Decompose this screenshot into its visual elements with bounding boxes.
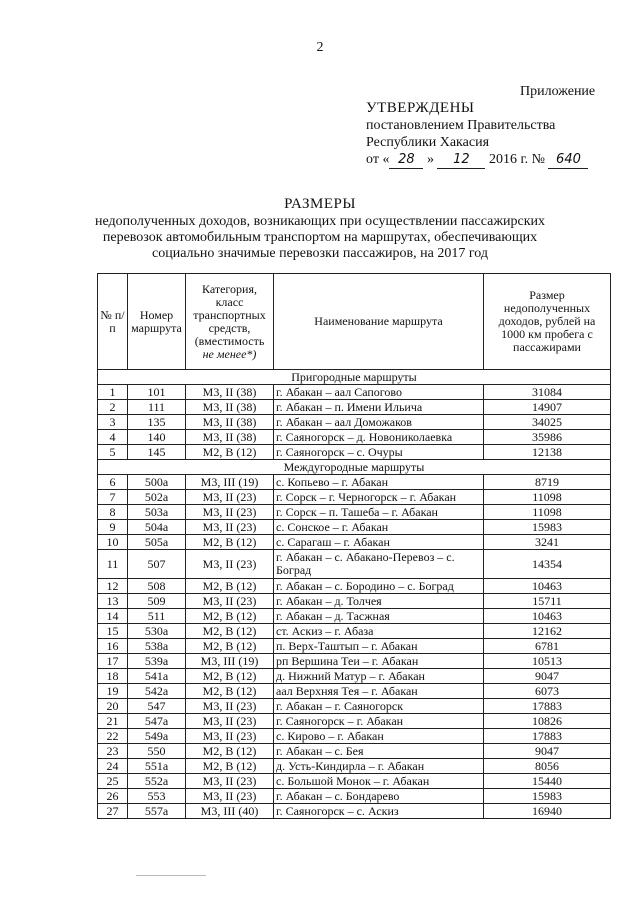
cell-amount: 16940 bbox=[484, 804, 611, 819]
header-amount: Размер недополученных доходов, рублей на 1000 км пробега с пассажирами bbox=[484, 274, 611, 370]
cell-category: М2, В (12) bbox=[186, 639, 274, 654]
header-category-note: не менее*) bbox=[202, 346, 257, 361]
cell-name: г. Абакан – с. Бея bbox=[274, 744, 484, 759]
cell-category: М3, II (23) bbox=[186, 789, 274, 804]
decree-number: 640 bbox=[548, 151, 588, 169]
cell-num: 12 bbox=[98, 579, 128, 594]
cell-name: рп Вершина Теи – г. Абакан bbox=[274, 654, 484, 669]
table-row bbox=[98, 579, 611, 594]
cell-amount: 17883 bbox=[484, 699, 611, 714]
cell-name: г. Абакан – д. Толчея bbox=[274, 594, 484, 609]
cell-category: М2, В (12) bbox=[186, 624, 274, 639]
cell-name: с. Кирово – г. Абакан bbox=[274, 729, 484, 744]
cell-name: г. Саяногорск – г. Абакан bbox=[274, 714, 484, 729]
cell-category: М3, II (23) bbox=[186, 714, 274, 729]
table-row bbox=[98, 729, 611, 744]
cell-amount: 15711 bbox=[484, 594, 611, 609]
table-row bbox=[98, 789, 611, 804]
header-num: № п/п bbox=[98, 274, 128, 370]
cell-amount: 14354 bbox=[484, 550, 611, 579]
cell-route: 511 bbox=[128, 609, 186, 624]
cell-route: 111 bbox=[128, 400, 186, 415]
cell-amount: 11098 bbox=[484, 505, 611, 520]
cell-category: М3, III (19) bbox=[186, 654, 274, 669]
table-row bbox=[98, 774, 611, 789]
table-row bbox=[98, 609, 611, 624]
cell-route: 509 bbox=[128, 594, 186, 609]
cell-amount: 10513 bbox=[484, 654, 611, 669]
header-category-main: Категория, класс транспортных средств, (вместимость bbox=[193, 281, 266, 348]
table-row bbox=[98, 490, 611, 505]
cell-route: 538а bbox=[128, 639, 186, 654]
cell-category: М3, II (38) bbox=[186, 415, 274, 430]
cell-amount: 6781 bbox=[484, 639, 611, 654]
cell-category: М2, В (12) bbox=[186, 535, 274, 550]
cell-category: М3, II (38) bbox=[186, 400, 274, 415]
cell-category: М3, III (40) bbox=[186, 804, 274, 819]
cell-category: М3, II (23) bbox=[186, 774, 274, 789]
cell-name: г. Абакан – с. Бородино – с. Боград bbox=[274, 579, 484, 594]
cell-name: с. Сарагаш – г. Абакан bbox=[274, 535, 484, 550]
table-row bbox=[98, 400, 611, 415]
cell-amount: 15983 bbox=[484, 789, 611, 804]
cell-category: М2, В (12) bbox=[186, 759, 274, 774]
date-year: 2016 г. № bbox=[488, 152, 545, 167]
cell-name: д. Усть-Киндирла – г. Абакан bbox=[274, 759, 484, 774]
cell-num: 10 bbox=[98, 535, 128, 550]
cell-name: с. Большой Монок – г. Абакан bbox=[274, 774, 484, 789]
table-row bbox=[98, 744, 611, 759]
cell-amount: 15440 bbox=[484, 774, 611, 789]
table-row bbox=[98, 415, 611, 430]
approved-line-1: постановлением Правительства bbox=[366, 118, 556, 133]
cell-route: 140 bbox=[128, 430, 186, 445]
cell-route: 552а bbox=[128, 774, 186, 789]
cell-name: ст. Аскиз – г. Абаза bbox=[274, 624, 484, 639]
cell-num: 26 bbox=[98, 789, 128, 804]
cell-amount: 3241 bbox=[484, 535, 611, 550]
footnote-divider bbox=[136, 875, 206, 876]
table-row bbox=[98, 520, 611, 535]
cell-route: 145 bbox=[128, 445, 186, 460]
date-prefix: от bbox=[366, 152, 379, 167]
cell-category: М2, В (12) bbox=[186, 609, 274, 624]
cell-num: 13 bbox=[98, 594, 128, 609]
cell-num: 14 bbox=[98, 609, 128, 624]
appendix-label: Приложение bbox=[520, 84, 596, 99]
table-row bbox=[98, 759, 611, 774]
cell-num: 8 bbox=[98, 505, 128, 520]
date-month: 12 bbox=[437, 151, 485, 169]
table-row bbox=[98, 550, 611, 579]
cell-route: 504а bbox=[128, 520, 186, 535]
cell-category: М3, II (38) bbox=[186, 385, 274, 400]
cell-amount: 8719 bbox=[484, 475, 611, 490]
cell-route: 547а bbox=[128, 714, 186, 729]
section-row bbox=[98, 460, 611, 475]
cell-name: с. Сонское – г. Абакан bbox=[274, 520, 484, 535]
cell-amount: 9047 bbox=[484, 669, 611, 684]
cell-num: 18 bbox=[98, 669, 128, 684]
cell-amount: 11098 bbox=[484, 490, 611, 505]
cell-name: г. Саяногорск – с. Очуры bbox=[274, 445, 484, 460]
cell-route: 505а bbox=[128, 535, 186, 550]
date-separator: » bbox=[426, 152, 434, 167]
table-row bbox=[98, 430, 611, 445]
cell-amount: 8056 bbox=[484, 759, 611, 774]
cell-amount: 9047 bbox=[484, 744, 611, 759]
cell-name: г. Сорск – п. Ташеба – г. Абакан bbox=[274, 505, 484, 520]
cell-category: М3, II (23) bbox=[186, 699, 274, 714]
cell-num: 23 bbox=[98, 744, 128, 759]
table-row bbox=[98, 475, 611, 490]
table-row bbox=[98, 624, 611, 639]
page-number: 2 bbox=[316, 40, 324, 55]
cell-num: 27 bbox=[98, 804, 128, 819]
cell-category: М2, В (12) bbox=[186, 579, 274, 594]
decree-date-line: от « 28 » 12 2016 г. № 640 bbox=[366, 151, 588, 169]
cell-route: 508 bbox=[128, 579, 186, 594]
cell-route: 553 bbox=[128, 789, 186, 804]
cell-category: М3, II (23) bbox=[186, 520, 274, 535]
cell-route: 551а bbox=[128, 759, 186, 774]
table-row bbox=[98, 594, 611, 609]
cell-amount: 12162 bbox=[484, 624, 611, 639]
cell-category: М2, В (12) bbox=[186, 744, 274, 759]
cell-category: М3, II (23) bbox=[186, 505, 274, 520]
cell-num: 21 bbox=[98, 714, 128, 729]
cell-name: г. Саяногорск – с. Аскиз bbox=[274, 804, 484, 819]
header-route-name: Наименование маршрута bbox=[274, 274, 484, 370]
cell-num: 1 bbox=[98, 385, 128, 400]
approved-line-2: Республики Хакасия bbox=[366, 135, 490, 150]
cell-amount: 34025 bbox=[484, 415, 611, 430]
cell-route: 503а bbox=[128, 505, 186, 520]
routes-table bbox=[97, 273, 611, 819]
document-title: РАЗМЕРЫ bbox=[284, 196, 356, 212]
cell-amount: 15983 bbox=[484, 520, 611, 535]
table-row bbox=[98, 714, 611, 729]
cell-num: 9 bbox=[98, 520, 128, 535]
cell-num: 7 bbox=[98, 490, 128, 505]
cell-amount: 17883 bbox=[484, 729, 611, 744]
cell-amount: 10826 bbox=[484, 714, 611, 729]
cell-route: 500а bbox=[128, 475, 186, 490]
cell-category: М3, II (23) bbox=[186, 594, 274, 609]
cell-route: 135 bbox=[128, 415, 186, 430]
cell-name: п. Верх-Таштып – г. Абакан bbox=[274, 639, 484, 654]
cell-category: М3, II (23) bbox=[186, 490, 274, 505]
table-row bbox=[98, 654, 611, 669]
cell-amount: 35986 bbox=[484, 430, 611, 445]
cell-num: 5 bbox=[98, 445, 128, 460]
cell-name: г. Абакан – аал Доможаков bbox=[274, 415, 484, 430]
cell-name: аал Верхняя Тея – г. Абакан bbox=[274, 684, 484, 699]
cell-route: 550 bbox=[128, 744, 186, 759]
table-row bbox=[98, 639, 611, 654]
cell-num: 3 bbox=[98, 415, 128, 430]
cell-name: г. Саяногорск – д. Новониколаевка bbox=[274, 430, 484, 445]
cell-amount: 6073 bbox=[484, 684, 611, 699]
cell-num: 11 bbox=[98, 550, 128, 579]
section-title: Междугородные маршруты bbox=[98, 460, 611, 475]
cell-category: М3, III (19) bbox=[186, 475, 274, 490]
cell-route: 541а bbox=[128, 669, 186, 684]
cell-num: 2 bbox=[98, 400, 128, 415]
table-row bbox=[98, 684, 611, 699]
cell-num: 19 bbox=[98, 684, 128, 699]
cell-route: 539а bbox=[128, 654, 186, 669]
table-row bbox=[98, 804, 611, 819]
document-subtitle: недополученных доходов, возникающих при осуществлении пассажирских перевозок автомобильным транспортом на маршрутах, обеспечивающих социально значимые перевозки пассажиров, на 2017 год bbox=[94, 214, 546, 261]
cell-category: М3, II (23) bbox=[186, 729, 274, 744]
table-row bbox=[98, 669, 611, 684]
cell-name: г. Абакан – аал Сапогово bbox=[274, 385, 484, 400]
cell-route: 549а bbox=[128, 729, 186, 744]
approved-title: УТВЕРЖДЕНЫ bbox=[366, 100, 475, 116]
cell-num: 22 bbox=[98, 729, 128, 744]
cell-route: 547 bbox=[128, 699, 186, 714]
cell-name: г. Абакан – п. Имени Ильича bbox=[274, 400, 484, 415]
cell-num: 25 bbox=[98, 774, 128, 789]
cell-category: М2, В (12) bbox=[186, 669, 274, 684]
cell-name: г. Абакан – с. Абакано-Перевоз – с. Боград bbox=[274, 550, 484, 579]
cell-route: 101 bbox=[128, 385, 186, 400]
cell-route: 507 bbox=[128, 550, 186, 579]
cell-name: г. Абакан – с. Бондарево bbox=[274, 789, 484, 804]
cell-amount: 31084 bbox=[484, 385, 611, 400]
cell-name: д. Нижний Матур – г. Абакан bbox=[274, 669, 484, 684]
cell-num: 24 bbox=[98, 759, 128, 774]
date-day: 28 bbox=[389, 151, 423, 169]
cell-category: М3, II (23) bbox=[186, 550, 274, 579]
cell-route: 530а bbox=[128, 624, 186, 639]
table-row bbox=[98, 445, 611, 460]
cell-amount: 14907 bbox=[484, 400, 611, 415]
cell-amount: 10463 bbox=[484, 609, 611, 624]
table-row bbox=[98, 535, 611, 550]
cell-route: 557а bbox=[128, 804, 186, 819]
cell-num: 4 bbox=[98, 430, 128, 445]
header-route-number: Номер маршрута bbox=[128, 274, 186, 370]
cell-amount: 12138 bbox=[484, 445, 611, 460]
cell-name: г. Абакан – г. Саяногорск bbox=[274, 699, 484, 714]
cell-num: 6 bbox=[98, 475, 128, 490]
cell-route: 542а bbox=[128, 684, 186, 699]
cell-amount: 10463 bbox=[484, 579, 611, 594]
cell-route: 502а bbox=[128, 490, 186, 505]
cell-num: 15 bbox=[98, 624, 128, 639]
table-row bbox=[98, 699, 611, 714]
table-row bbox=[98, 385, 611, 400]
cell-num: 16 bbox=[98, 639, 128, 654]
section-title: Пригородные маршруты bbox=[98, 370, 611, 385]
cell-name: с. Копьево – г. Абакан bbox=[274, 475, 484, 490]
section-row bbox=[98, 370, 611, 385]
cell-num: 20 bbox=[98, 699, 128, 714]
cell-category: М2, В (12) bbox=[186, 445, 274, 460]
cell-name: г. Абакан – д. Тасжная bbox=[274, 609, 484, 624]
approval-block bbox=[366, 100, 588, 169]
header-category bbox=[186, 274, 274, 370]
cell-name: г. Сорск – г. Черногорск – г. Абакан bbox=[274, 490, 484, 505]
cell-num: 17 bbox=[98, 654, 128, 669]
cell-category: М3, II (38) bbox=[186, 430, 274, 445]
table-row bbox=[98, 505, 611, 520]
cell-category: М2, В (12) bbox=[186, 684, 274, 699]
